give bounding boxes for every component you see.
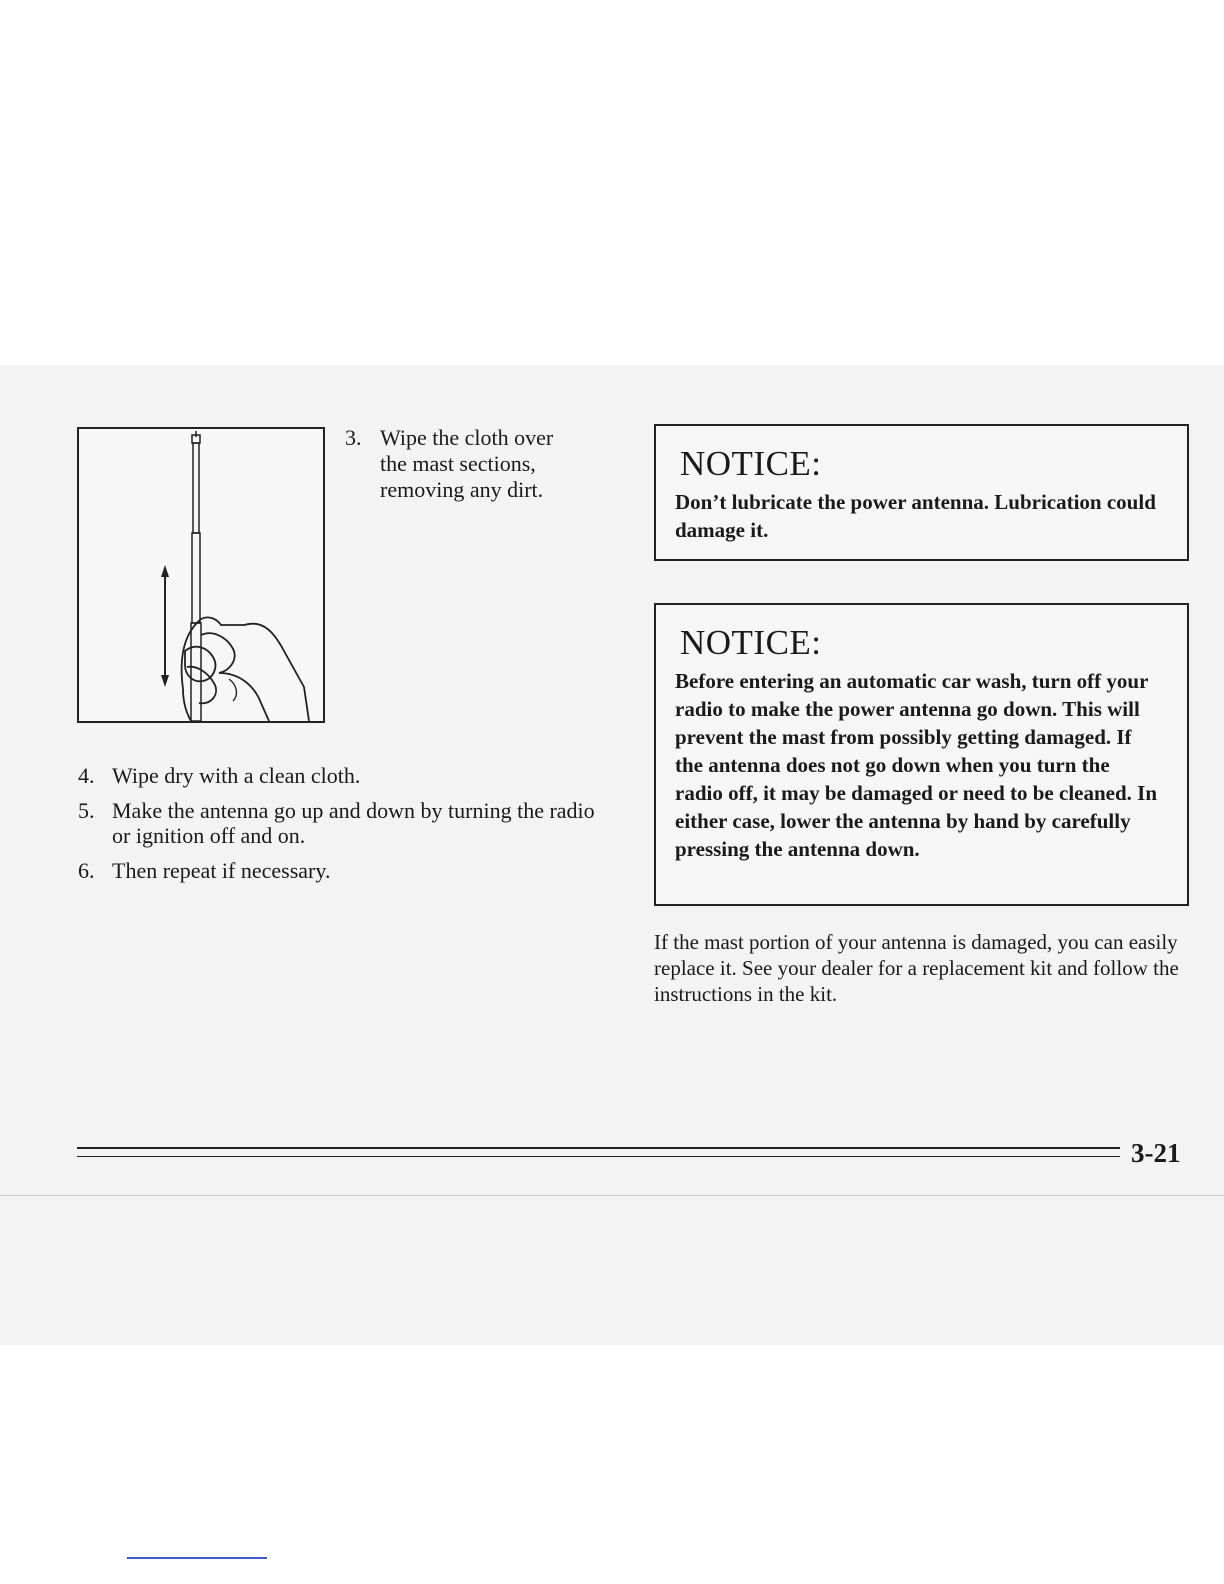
footer-rule <box>77 1147 1120 1149</box>
step-number: 3. <box>345 425 362 450</box>
step-text: Wipe the cloth over the mast sections, removing any dirt. <box>380 425 554 502</box>
list-item <box>78 858 598 883</box>
notice-box-car-wash <box>654 603 1189 906</box>
step-number: 4. <box>78 763 95 788</box>
notice-title: NOTICE: <box>680 623 822 662</box>
divider <box>127 1557 267 1559</box>
step-3 <box>345 425 585 503</box>
notice-title: NOTICE: <box>680 444 822 483</box>
step-text: Wipe dry with a clean cloth. <box>112 763 361 788</box>
notice-body: Don’t lubricate the power antenna. Lubrication could damage it. <box>675 490 1156 542</box>
antenna-cleaning-illustration <box>77 427 325 723</box>
steps-list <box>78 763 598 893</box>
step-number: 5. <box>78 798 95 823</box>
list-item <box>78 798 598 848</box>
list-item <box>78 763 598 788</box>
antenna-hand-icon <box>79 429 323 721</box>
footer-rule-thin <box>77 1156 1120 1157</box>
notice-box-lubrication <box>654 424 1189 561</box>
replacement-paragraph: If the mast portion of your antenna is damaged, you can easily replace it. See your dealer for a replacement kit and follow the instructions in the kit. <box>654 930 1179 1006</box>
step-text: Then repeat if necessary. <box>112 858 331 883</box>
notice-body: Before entering an automatic car wash, turn off your radio to make the power antenna go down. This will prevent the mast from possibly getting damaged. If the antenna does not go down when you turn the radio off, it may be damaged or need to be cleaned. In either case, lower the antenna by hand by carefully pressing the antenna down. <box>675 669 1158 861</box>
page-number: 3-21 <box>1131 1138 1181 1168</box>
divider <box>0 1195 1224 1196</box>
step-number: 6. <box>78 858 95 883</box>
step-text: Make the antenna go up and down by turning the radio or ignition off and on. <box>112 798 595 848</box>
